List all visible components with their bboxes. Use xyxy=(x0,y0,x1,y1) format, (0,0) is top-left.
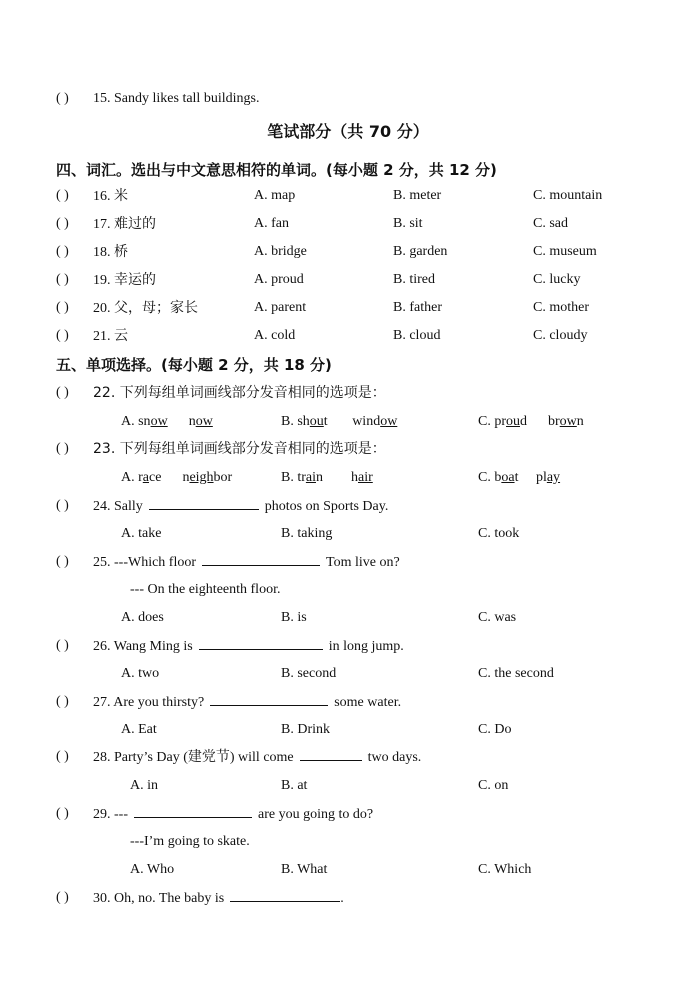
option-c: C. boat play xyxy=(478,470,561,485)
chinese-word: 桥 xyxy=(114,244,128,260)
option-b: B. cloud xyxy=(393,328,441,343)
dialogue-reply: ---I’m going to skate. xyxy=(130,834,250,849)
option-c: C. mountain xyxy=(533,188,603,203)
answer-paren: ( ) xyxy=(56,272,69,287)
option-c: C. sad xyxy=(533,216,568,231)
question-text: 17. 难过的 xyxy=(93,216,156,232)
option-c: C. the second xyxy=(478,666,554,681)
answer-paren: ( ) xyxy=(56,806,69,821)
answer-paren: ( ) xyxy=(56,498,69,513)
answer-blank[interactable] xyxy=(202,553,320,566)
answer-paren: ( ) xyxy=(56,188,69,203)
question-text: 15. Sandy likes tall buildings. xyxy=(93,91,260,106)
option-a: A. snow now xyxy=(121,414,213,429)
answer-blank[interactable] xyxy=(134,805,252,818)
option-b: B. at xyxy=(281,778,308,793)
option-a: A. map xyxy=(254,188,296,203)
question-text: 22. 下列每组单词画线部分发音相同的选项是： xyxy=(93,385,386,401)
option-a: A. cold xyxy=(254,328,296,343)
answer-blank[interactable] xyxy=(210,693,328,706)
question-text: 28. Party’s Day (建党节) will come two days. xyxy=(93,750,422,765)
dialogue-reply: --- On the eighteenth floor. xyxy=(130,582,281,597)
question-text: 24. Sally photos on Sports Day. xyxy=(93,499,389,514)
option-a: A. race neighbor xyxy=(121,470,233,485)
section-five-heading: 五、单项选择。(每小题 2 分，共 18 分) xyxy=(56,356,332,374)
option-c: C. cloudy xyxy=(533,328,588,343)
answer-paren: ( ) xyxy=(56,694,69,709)
question-text: 19. 幸运的 xyxy=(93,272,156,288)
option-c: C. mother xyxy=(533,300,589,315)
answer-paren: ( ) xyxy=(56,216,69,231)
question-text: 30. Oh, no. The baby is . xyxy=(93,891,344,906)
answer-paren: ( ) xyxy=(56,328,69,343)
option-a: A. does xyxy=(121,610,164,625)
option-c: C. was xyxy=(478,610,517,625)
answer-paren: ( ) xyxy=(56,244,69,259)
question-text: 21. 云 xyxy=(93,328,128,344)
option-b: B. tired xyxy=(393,272,435,287)
chinese-word: 云 xyxy=(114,328,128,344)
question-text: 27. Are you thirsty? some water. xyxy=(93,695,402,710)
question-text: 25. ---Which floor Tom live on? xyxy=(93,555,400,570)
chinese-word: 难过的 xyxy=(114,216,156,232)
option-b: B. is xyxy=(281,610,307,625)
option-a: A. proud xyxy=(254,272,304,287)
question-text: 23. 下列每组单词画线部分发音相同的选项是： xyxy=(93,441,386,457)
option-a: A. two xyxy=(121,666,160,681)
option-a: A. take xyxy=(121,526,162,541)
option-b: B. meter xyxy=(393,188,442,203)
question-text: 20. 父，母；家长 xyxy=(93,300,198,316)
option-a: A. parent xyxy=(254,300,307,315)
question-text: 18. 桥 xyxy=(93,244,128,260)
answer-blank[interactable] xyxy=(149,497,259,510)
answer-blank[interactable] xyxy=(230,889,340,902)
section-four-heading: 四、词汇。选出与中文意思相符的单词。(每小题 2 分，共 12 分) xyxy=(56,161,497,179)
option-b: B. sit xyxy=(393,216,423,231)
chinese-word: 幸运的 xyxy=(114,272,156,288)
answer-blank[interactable] xyxy=(300,748,362,761)
option-c: C. lucky xyxy=(533,272,581,287)
option-a: A. Eat xyxy=(121,722,157,737)
option-b: B. What xyxy=(281,862,328,877)
option-b: B. Drink xyxy=(281,722,330,737)
option-c: C. museum xyxy=(533,244,597,259)
option-c: C. Do xyxy=(478,722,512,737)
option-a: A. Who xyxy=(130,862,175,877)
option-b: B. taking xyxy=(281,526,333,541)
chinese-word: 米 xyxy=(114,188,128,204)
question-text: 26. Wang Ming is in long jump. xyxy=(93,639,404,654)
option-c: C. on xyxy=(478,778,509,793)
answer-paren: ( ) xyxy=(56,554,69,569)
option-a: A. fan xyxy=(254,216,289,231)
answer-paren: ( ) xyxy=(56,385,69,400)
option-c: C. took xyxy=(478,526,520,541)
answer-paren: ( ) xyxy=(56,91,69,106)
option-c: C. proud brown xyxy=(478,414,584,429)
option-b: B. garden xyxy=(393,244,448,259)
question-text: 16. 米 xyxy=(93,188,128,204)
answer-paren: ( ) xyxy=(56,300,69,315)
option-c: C. Which xyxy=(478,862,532,877)
answer-paren: ( ) xyxy=(56,638,69,653)
answer-paren: ( ) xyxy=(56,890,69,905)
answer-paren: ( ) xyxy=(56,749,69,764)
answer-blank[interactable] xyxy=(199,637,323,650)
option-a: A. bridge xyxy=(254,244,307,259)
chinese-word: 父，母；家长 xyxy=(114,300,198,316)
option-b: B. father xyxy=(393,300,442,315)
answer-paren: ( ) xyxy=(56,441,69,456)
option-a: A. in xyxy=(130,778,158,793)
question-text: 29. --- are you going to do? xyxy=(93,807,374,822)
option-b: B. second xyxy=(281,666,337,681)
option-b: B. shout window xyxy=(281,414,398,429)
option-b: B. train hair xyxy=(281,470,373,485)
written-part-title: 笔试部分（共 70 分） xyxy=(267,122,429,141)
